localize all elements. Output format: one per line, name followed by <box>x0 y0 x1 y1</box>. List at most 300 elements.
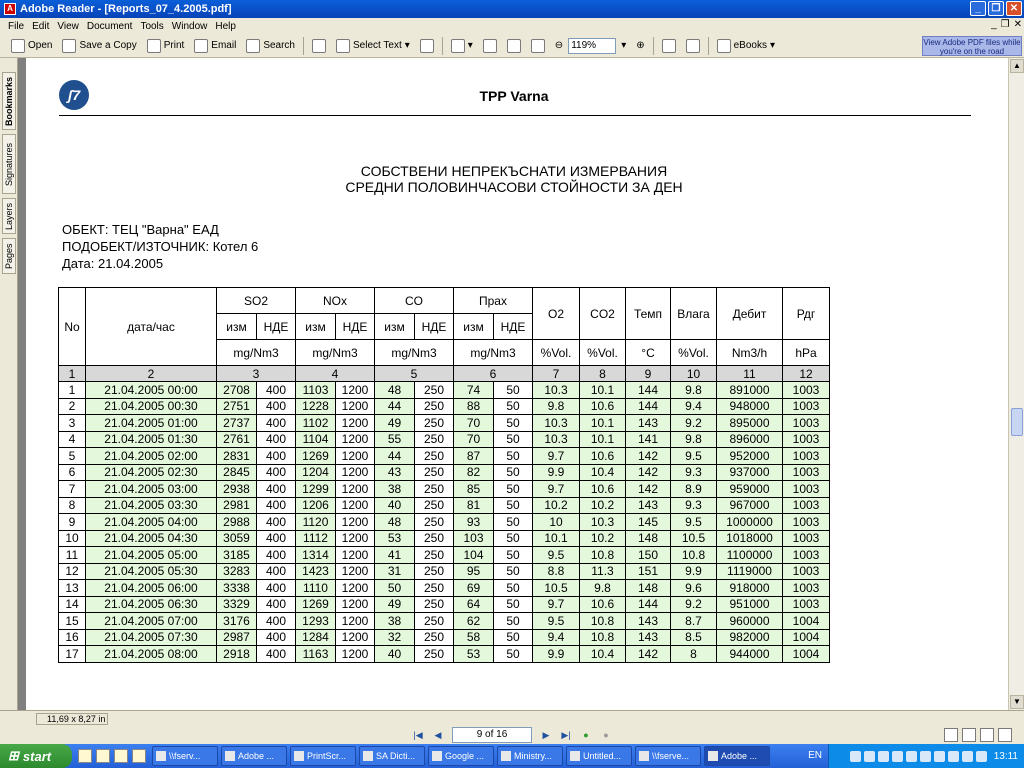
table-cell: 1003 <box>783 580 830 597</box>
table-cell: 1110 <box>296 580 336 597</box>
table-cell: 2987 <box>217 629 257 646</box>
chevron-down-icon: ▾ <box>404 40 410 51</box>
table-cell: 50 <box>494 514 533 531</box>
table-cell: 9.7 <box>533 596 580 613</box>
table-cell: 10.6 <box>580 398 626 415</box>
go-back-icon[interactable]: ● <box>583 730 589 740</box>
header-pressure: Рдг <box>783 288 830 340</box>
table-cell: 142 <box>626 481 671 498</box>
table-cell: 10.1 <box>580 382 626 399</box>
table-cell: 1003 <box>783 398 830 415</box>
zoom-in-icon: ⊕ <box>636 40 645 51</box>
table-cell: 10.2 <box>580 497 626 514</box>
select-text-button[interactable]: Select Text ▾ <box>331 36 415 56</box>
page-icon <box>483 39 497 53</box>
table-cell: 6 <box>59 464 86 481</box>
table-cell: 896000 <box>717 431 783 448</box>
tray-icon[interactable] <box>976 751 987 762</box>
table-cell: 400 <box>257 646 296 663</box>
table-cell: 9 <box>59 514 86 531</box>
table-cell: 8.5 <box>671 629 717 646</box>
table-cell: 1200 <box>336 448 375 465</box>
table-cell: 1102 <box>296 415 336 432</box>
tray-icon[interactable] <box>948 751 959 762</box>
table-cell: 952000 <box>717 448 783 465</box>
table-cell: 1314 <box>296 547 336 564</box>
table-cell: 250 <box>415 629 454 646</box>
next-page-icon[interactable]: ▶ <box>542 730 550 740</box>
table-cell: 1004 <box>783 613 830 630</box>
table-cell: 250 <box>415 613 454 630</box>
header-limit: НДЕ <box>336 314 375 340</box>
doc-close-button[interactable]: ✕ <box>1013 19 1022 30</box>
unit-temp: °C <box>626 340 671 366</box>
snapshot-button[interactable] <box>415 36 439 56</box>
zoom-out-button[interactable] <box>550 36 568 56</box>
browser-icon <box>432 751 442 761</box>
table-cell: 1200 <box>336 629 375 646</box>
table-cell: 21.04.2005 00:30 <box>86 398 217 415</box>
unit-flow: Nm3/h <box>717 340 783 366</box>
table-cell: 1200 <box>336 382 375 399</box>
rotate-ccw-button[interactable] <box>681 36 705 56</box>
paint-icon <box>570 751 580 761</box>
table-cell: 250 <box>415 580 454 597</box>
clock: 13:11 <box>993 750 1018 762</box>
table-row <box>59 382 830 399</box>
single-page-icon[interactable] <box>944 728 958 742</box>
table-cell: 38 <box>375 481 415 498</box>
table-cell: 48 <box>375 514 415 531</box>
table-cell: 400 <box>257 431 296 448</box>
table-cell: 2988 <box>217 514 257 531</box>
table-cell: 21.04.2005 06:00 <box>86 580 217 597</box>
zoom-input[interactable]: 119% <box>568 38 616 54</box>
table-cell: 21.04.2005 04:00 <box>86 514 217 531</box>
table-cell: 8.8 <box>533 563 580 580</box>
table-cell: 9.8 <box>580 580 626 597</box>
tab-signatures[interactable]: Signatures <box>2 134 16 194</box>
tab-bookmarks[interactable]: Bookmarks <box>2 72 16 130</box>
object-label: ОБЕКТ: ТЕЦ "Варна" ЕАД <box>62 222 219 237</box>
table-cell: 48 <box>375 382 415 399</box>
table-cell: 1003 <box>783 530 830 547</box>
report-info <box>62 221 258 272</box>
table-cell: 21.04.2005 02:30 <box>86 464 217 481</box>
table-cell: 1004 <box>783 629 830 646</box>
task-untitled[interactable]: Untitled... <box>566 746 632 766</box>
table-cell: 1206 <box>296 497 336 514</box>
table-cell: 1269 <box>296 596 336 613</box>
start-button[interactable]: ⊞ start <box>0 744 72 768</box>
table-cell: 8.7 <box>671 613 717 630</box>
table-cell: 10.1 <box>533 530 580 547</box>
header-datetime: дата/час <box>86 288 217 366</box>
table-cell: 1423 <box>296 563 336 580</box>
rotate-icon <box>662 39 676 53</box>
table-cell: 944000 <box>717 646 783 663</box>
toolbar <box>0 34 1024 58</box>
table-cell: 10.8 <box>580 613 626 630</box>
table-cell: 2845 <box>217 464 257 481</box>
folder-icon <box>156 751 166 761</box>
zoom-in-button[interactable] <box>631 36 649 56</box>
table-cell: 3176 <box>217 613 257 630</box>
table-cell: 1200 <box>336 481 375 498</box>
report-title-line2: СРЕДНИ ПОЛОВИНЧАСОВИ СТОЙНОСТИ ЗА ДЕН <box>345 179 683 195</box>
adobe-icon <box>708 751 718 761</box>
table-cell: 1269 <box>296 448 336 465</box>
doc-restore-button[interactable]: ❐ <box>1000 19 1010 30</box>
open-button[interactable]: Open <box>6 36 57 56</box>
menu-view[interactable]: View <box>57 20 79 32</box>
adobe-ad-banner[interactable]: View Adobe PDF files while you're on the road <box>923 38 1021 56</box>
task-sa-dict[interactable]: SA Dicti... <box>359 746 425 766</box>
table-cell: 2918 <box>217 646 257 663</box>
table-cell: 4 <box>59 431 86 448</box>
table-cell: 40 <box>375 497 415 514</box>
table-cell: 43 <box>375 464 415 481</box>
table-cell: 144 <box>626 382 671 399</box>
table-cell: 1200 <box>336 613 375 630</box>
table-cell: 1003 <box>783 431 830 448</box>
tray-icon[interactable] <box>920 751 931 762</box>
table-row <box>59 596 830 613</box>
search-button[interactable]: Search <box>241 36 300 56</box>
tray-icon[interactable] <box>934 751 945 762</box>
table-cell: 31 <box>375 563 415 580</box>
table-cell: 13 <box>59 580 86 597</box>
minimize-button[interactable]: _ <box>970 1 986 16</box>
table-cell: 3338 <box>217 580 257 597</box>
table-cell: 250 <box>415 464 454 481</box>
chevron-down-icon: ▾ <box>769 40 775 51</box>
table-cell: 10.2 <box>580 530 626 547</box>
table-cell: 1284 <box>296 629 336 646</box>
table-cell: 143 <box>626 629 671 646</box>
table-row <box>59 563 830 580</box>
table-cell: 937000 <box>717 464 783 481</box>
table-cell: 85 <box>454 481 494 498</box>
table-cell: 250 <box>415 514 454 531</box>
table-cell: 10.3 <box>533 382 580 399</box>
table-cell: 143 <box>626 613 671 630</box>
scroll-thumb[interactable] <box>1011 408 1023 436</box>
task-fserv-1[interactable]: \\fserv... <box>152 746 218 766</box>
header-temp: Темп <box>626 288 671 340</box>
tray-icon[interactable] <box>962 751 973 762</box>
table-cell: 2831 <box>217 448 257 465</box>
title-bar <box>0 0 1024 18</box>
table-cell: 250 <box>415 382 454 399</box>
menu-help[interactable]: Help <box>215 20 236 32</box>
table-cell: 151 <box>626 563 671 580</box>
table-row <box>59 547 830 564</box>
table-cell: 16 <box>59 629 86 646</box>
table-cell: 1003 <box>783 415 830 432</box>
table-cell: 8 <box>671 646 717 663</box>
menu-file[interactable]: File <box>8 20 25 32</box>
table-cell: 50 <box>494 481 533 498</box>
tray-icon[interactable] <box>850 751 861 762</box>
table-cell: 1200 <box>336 530 375 547</box>
task-ministry[interactable]: Ministry... <box>497 746 563 766</box>
table-cell: 50 <box>494 464 533 481</box>
table-cell: 74 <box>454 382 494 399</box>
table-cell: 9.8 <box>671 431 717 448</box>
table-cell: 400 <box>257 382 296 399</box>
table-cell: 1200 <box>336 415 375 432</box>
header-limit: НДЕ <box>257 314 296 340</box>
hand-icon <box>312 39 326 53</box>
task-fserv-2[interactable]: \\fserve... <box>635 746 701 766</box>
table-cell: 58 <box>454 629 494 646</box>
table-cell: 64 <box>454 596 494 613</box>
table-cell: 1000000 <box>717 514 783 531</box>
media-icon[interactable] <box>132 749 146 763</box>
vertical-scrollbar[interactable] <box>1008 58 1024 710</box>
outlook-icon[interactable] <box>96 749 110 763</box>
table-cell: 21.04.2005 08:00 <box>86 646 217 663</box>
continuous-facing-icon[interactable] <box>998 728 1012 742</box>
table-cell: 9.6 <box>671 580 717 597</box>
table-cell: 21.04.2005 07:00 <box>86 613 217 630</box>
table-cell: 9.7 <box>533 481 580 498</box>
table-cell: 5 <box>59 448 86 465</box>
table-cell: 400 <box>257 596 296 613</box>
header-meas: изм <box>375 314 415 340</box>
language-indicator[interactable]: EN <box>808 750 822 761</box>
table-cell: 21.04.2005 05:30 <box>86 563 217 580</box>
table-cell: 400 <box>257 580 296 597</box>
table-cell: 10.6 <box>580 596 626 613</box>
rotate-button[interactable] <box>657 36 681 56</box>
continuous-icon[interactable] <box>962 728 976 742</box>
table-cell: 9.8 <box>671 382 717 399</box>
menu-window[interactable]: Window <box>171 20 208 32</box>
table-cell: 10.4 <box>580 464 626 481</box>
zoom-tool-button[interactable] <box>446 36 478 56</box>
table-cell: 70 <box>454 431 494 448</box>
ie-icon[interactable] <box>78 749 92 763</box>
desktop-icon[interactable] <box>114 749 128 763</box>
table-cell: 9.3 <box>671 497 717 514</box>
table-cell: 9.8 <box>533 398 580 415</box>
table-cell: 145 <box>626 514 671 531</box>
table-cell: 967000 <box>717 497 783 514</box>
fit-page-icon <box>507 39 521 53</box>
table-cell: 250 <box>415 415 454 432</box>
header-nox: NOx <box>296 288 375 314</box>
table-cell: 250 <box>415 596 454 613</box>
table-cell: 10.1 <box>580 415 626 432</box>
tab-pages[interactable]: Pages <box>2 238 16 274</box>
table-cell: 3329 <box>217 596 257 613</box>
table-cell: 400 <box>257 415 296 432</box>
table-cell: 143 <box>626 415 671 432</box>
table-cell: 55 <box>375 431 415 448</box>
table-cell: 10.1 <box>580 431 626 448</box>
ebooks-button[interactable]: eBooks ▾ <box>712 36 780 56</box>
table-cell: 8.9 <box>671 481 717 498</box>
email-button[interactable]: Email <box>189 36 241 56</box>
first-page-icon[interactable]: |◀ <box>413 730 423 740</box>
table-row <box>59 398 830 415</box>
app-icon <box>294 751 304 761</box>
table-cell: 11 <box>59 547 86 564</box>
table-cell: 2708 <box>217 382 257 399</box>
table-cell: 1003 <box>783 448 830 465</box>
table-cell: 50 <box>494 629 533 646</box>
table-row <box>59 580 830 597</box>
page-number-input[interactable]: 9 of 16 <box>452 727 532 743</box>
tray-icon[interactable] <box>864 751 875 762</box>
header-meas: изм <box>217 314 257 340</box>
scroll-down-icon[interactable]: ▼ <box>1010 695 1024 709</box>
unit-so2: mg/Nm3 <box>217 340 296 366</box>
table-cell: 250 <box>415 431 454 448</box>
table-cell: 1003 <box>783 464 830 481</box>
table-cell: 1018000 <box>717 530 783 547</box>
table-cell: 9.5 <box>533 547 580 564</box>
fit-page-button[interactable] <box>502 36 526 56</box>
table-cell: 12 <box>59 563 86 580</box>
table-cell: 10 <box>59 530 86 547</box>
unit-dust: mg/Nm3 <box>454 340 533 366</box>
table-cell: 50 <box>494 530 533 547</box>
last-page-icon[interactable]: ▶| <box>561 730 571 740</box>
table-cell: 50 <box>375 580 415 597</box>
fit-width-button[interactable] <box>526 36 550 56</box>
table-cell: 142 <box>626 448 671 465</box>
date-label: Дата: 21.04.2005 <box>62 256 164 271</box>
hand-tool-button[interactable] <box>307 36 331 56</box>
prev-page-icon[interactable]: ◀ <box>434 730 442 740</box>
table-cell: 1003 <box>783 382 830 399</box>
table-cell: 400 <box>257 497 296 514</box>
table-cell: 250 <box>415 481 454 498</box>
table-cell: 3283 <box>217 563 257 580</box>
go-forward-icon[interactable]: ● <box>603 730 609 740</box>
tab-layers[interactable]: Layers <box>2 198 16 234</box>
menu-edit[interactable]: Edit <box>32 20 50 32</box>
table-cell: 148 <box>626 580 671 597</box>
table-cell: 1104 <box>296 431 336 448</box>
quick-launch <box>72 749 152 763</box>
tray-icon[interactable] <box>892 751 903 762</box>
table-cell: 8 <box>59 497 86 514</box>
email-icon <box>194 39 208 53</box>
table-cell: 3185 <box>217 547 257 564</box>
table-cell: 1200 <box>336 646 375 663</box>
table-cell: 50 <box>494 448 533 465</box>
table-cell: 10.8 <box>580 547 626 564</box>
header-co2: CO2 <box>580 288 626 340</box>
print-button[interactable]: Print <box>142 36 190 56</box>
folder-icon <box>639 751 649 761</box>
menu-document[interactable]: Document <box>86 20 133 32</box>
table-cell: 50 <box>494 580 533 597</box>
adobe-icon <box>225 751 235 761</box>
task-adobe-2[interactable]: Adobe ... <box>704 746 770 766</box>
taskbar <box>0 744 1024 768</box>
maximize-button[interactable]: ❐ <box>988 1 1004 16</box>
table-cell: 9.5 <box>671 514 717 531</box>
scroll-up-icon[interactable]: ▲ <box>1010 59 1024 73</box>
table-cell: 50 <box>494 398 533 415</box>
table-cell: 9.7 <box>533 448 580 465</box>
unit-o2: %Vol. <box>533 340 580 366</box>
menu-tools[interactable]: Tools <box>140 20 164 32</box>
table-cell: 10.5 <box>533 580 580 597</box>
table-cell: 50 <box>494 596 533 613</box>
page-size: 11,69 x 8,27 in <box>36 713 108 725</box>
table-cell: 10.3 <box>533 415 580 432</box>
table-cell: 21.04.2005 02:00 <box>86 448 217 465</box>
header-limit: НДЕ <box>494 314 533 340</box>
doc-minimize-button[interactable]: _ <box>991 19 997 30</box>
tray-icon[interactable] <box>906 751 917 762</box>
facing-icon[interactable] <box>980 728 994 742</box>
table-cell: 143 <box>626 497 671 514</box>
table-cell: 9.9 <box>533 646 580 663</box>
table-cell: 62 <box>454 613 494 630</box>
table-cell: 400 <box>257 613 296 630</box>
zoom-dropdown[interactable] <box>616 36 631 56</box>
table-cell: 1103 <box>296 382 336 399</box>
table-cell: 1200 <box>336 514 375 531</box>
header-meas: изм <box>296 314 336 340</box>
table-cell: 1120 <box>296 514 336 531</box>
table-cell: 895000 <box>717 415 783 432</box>
task-adobe-1[interactable]: Adobe ... <box>221 746 287 766</box>
report-title <box>26 163 1002 195</box>
header-dust: Прах <box>454 288 533 314</box>
table-row <box>59 497 830 514</box>
table-cell: 21.04.2005 03:00 <box>86 481 217 498</box>
table-row <box>59 431 830 448</box>
table-cell: 70 <box>454 415 494 432</box>
table-cell: 7 <box>59 481 86 498</box>
table-cell: 49 <box>375 596 415 613</box>
table-cell: 1200 <box>336 580 375 597</box>
table-cell: 11.3 <box>580 563 626 580</box>
actual-size-button[interactable] <box>478 36 502 56</box>
search-icon <box>246 39 260 53</box>
table-cell: 41 <box>375 547 415 564</box>
table-cell: 1200 <box>336 547 375 564</box>
unit-co2: %Vol. <box>580 340 626 366</box>
table-row <box>59 464 830 481</box>
table-cell: 15 <box>59 613 86 630</box>
task-google[interactable]: Google ... <box>428 746 494 766</box>
tray-icon[interactable] <box>878 751 889 762</box>
table-cell: 9.9 <box>671 563 717 580</box>
table-cell: 10.5 <box>671 530 717 547</box>
adobe-reader-icon: A <box>4 3 16 15</box>
header-divider <box>59 115 971 116</box>
save-copy-button[interactable]: Save a Copy <box>57 36 141 56</box>
close-button[interactable]: ✕ <box>1006 1 1022 16</box>
table-cell: 1003 <box>783 547 830 564</box>
table-cell: 1003 <box>783 563 830 580</box>
table-cell: 81 <box>454 497 494 514</box>
unit-nox: mg/Nm3 <box>296 340 375 366</box>
table-cell: 1003 <box>783 514 830 531</box>
task-printscr[interactable]: PrintScr... <box>290 746 356 766</box>
table-cell: 38 <box>375 613 415 630</box>
table-cell: 1119000 <box>717 563 783 580</box>
